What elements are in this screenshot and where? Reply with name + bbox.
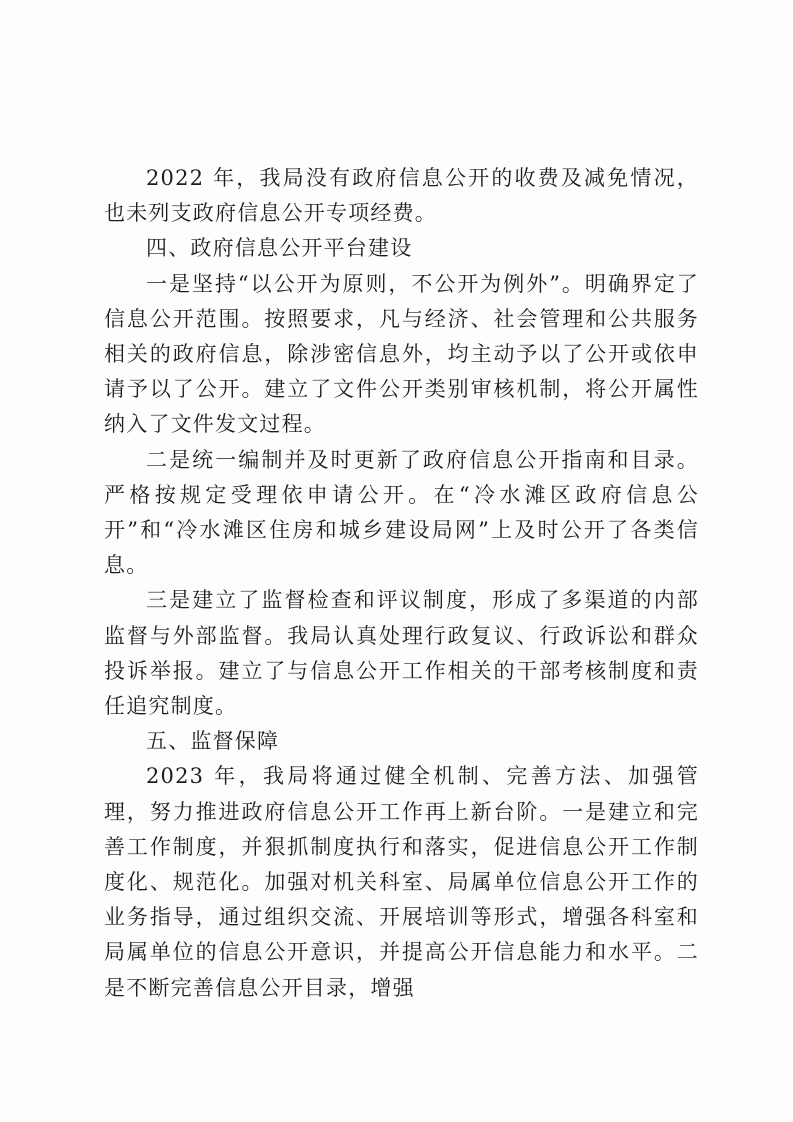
paragraph-plan-2023: 2023 年，我局将通过健全机制、完善方法、加强管理，努力推进政府信息公开工作再上新台阶。一是建立和完善工作制度，并狠抓制度执行和落实，促进信息公开工作制度化、规范化。加强对机关科室、局属单位信息公开工作的业务指导，通过组织交流、开展培训等形式，增强各科室和局属单位的信息公开意识，并提高公开信息能力和水平。二是不断完善信息公开目录，增强 [104, 764, 699, 1000]
paragraph-fees: 2022 年，我局没有政府信息公开的收费及减免情况，也未列支政府信息公开专项经费。 [104, 166, 699, 226]
section-heading-guarantee: 五、监督保障 [146, 729, 280, 754]
paragraph-principle: 一是坚持“以公开为原则，不公开为例外”。明确界定了信息公开范围。按照要求，凡与经济、社会管理和公共服务相关的政府信息，除涉密信息外，均主动予以了公开或依申请予以了公开。建立了文件公开类别审核机制，将公开属性纳入了文件发文过程。 [104, 271, 699, 437]
section-heading-platform: 四、政府信息公开平台建设 [146, 236, 413, 261]
document-body [104, 161, 699, 1006]
paragraph-guide: 二是统一编制并及时更新了政府信息公开指南和目录。严格按规定受理依申请公开。在“冷水滩区政府信息公开”和“冷水滩区住房和城乡建设局网”上及时公开了各类信息。 [104, 447, 699, 578]
paragraph-supervision: 三是建立了监督检查和评议制度，形成了多渠道的内部监督与外部监督。我局认真处理行政复议、行政诉讼和群众投诉举报。建立了与信息公开工作相关的干部考核制度和责任追究制度。 [104, 588, 699, 719]
